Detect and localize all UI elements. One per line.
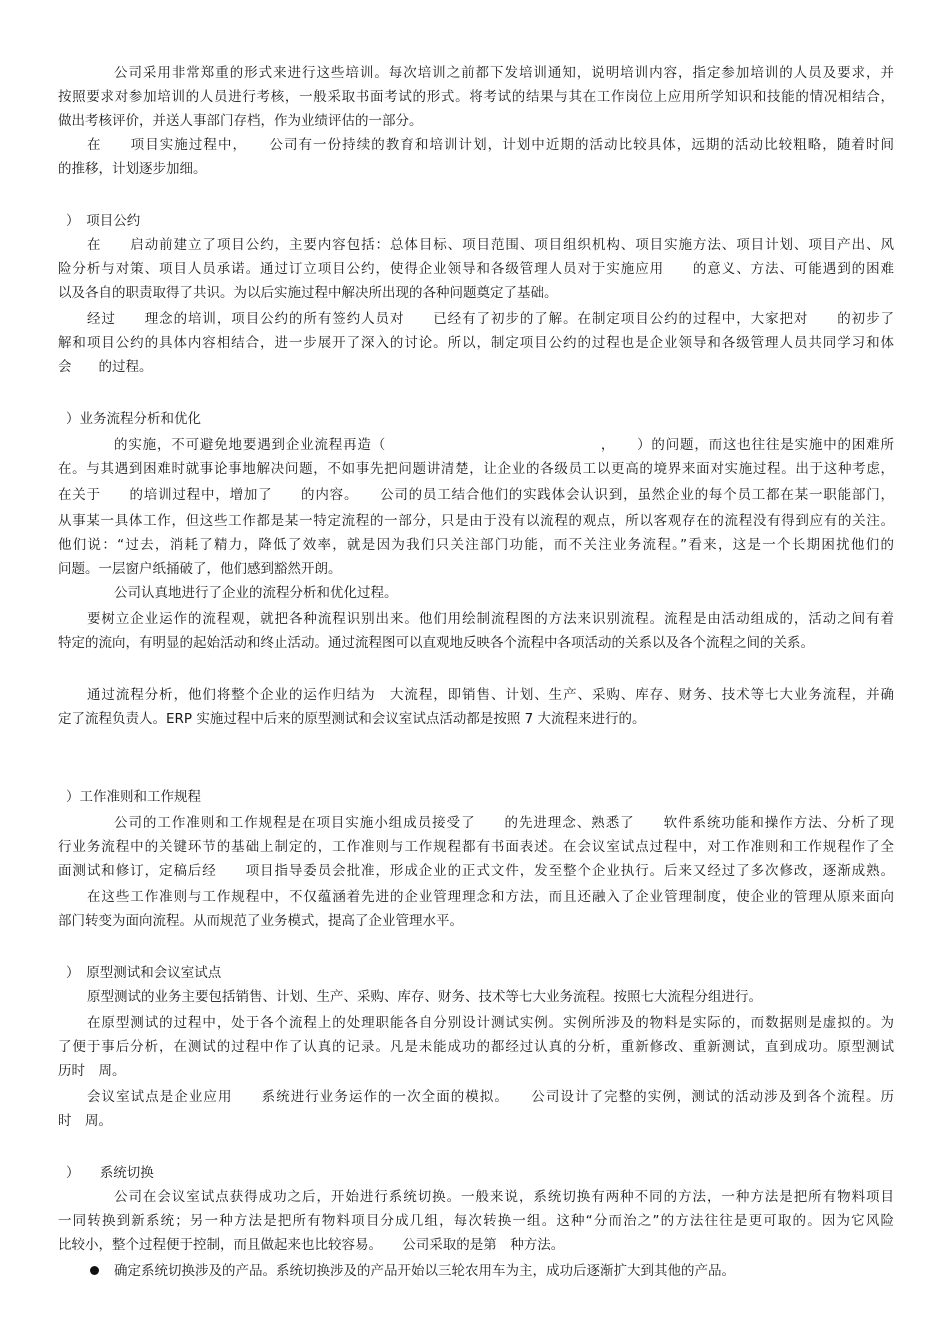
section-heading: ） 系统切换 bbox=[66, 1165, 154, 1181]
paragraph-line: 做出考核评价，并送人事部门存档，作为业绩评估的一部分。 bbox=[58, 113, 423, 129]
paragraph-line: 在 项目实施过程中， 公司有一份持续的教育和培训计划，计划中近期的活动比较具体，远期的活动比较粗略，随着时间 bbox=[87, 137, 894, 153]
paragraph-line: 定了流程负责人。ERP 实施过程中后来的原型测试和会议室试点活动都是按照 7 大流程来进行的。 bbox=[58, 711, 646, 727]
paragraph-line: 比较小，整个过程便于控制，而且做起来也比较容易。 公司采取的是第 种方法。 bbox=[58, 1237, 565, 1253]
bullet-icon bbox=[90, 1266, 99, 1275]
paragraph-line: 在 启动前建立了项目公约，主要内容包括：总体目标、项目范围、项目组织机构、项目实施方法、项目计划、项目产出、风 bbox=[87, 237, 894, 253]
paragraph-line: 公司采用非常郑重的形式来进行这些培训。每次培训之前都下发培训通知，说明培训内容，指定参加培训的人员及要求，并 bbox=[114, 65, 894, 81]
section-heading: ） 项目公约 bbox=[66, 213, 141, 229]
paragraph-line: 险分析与对策、项目人员承诺。通过订立项目公约，使得企业领导和各级管理人员对于实施应用 的意义、方法、可能遇到的困难 bbox=[58, 261, 894, 277]
paragraph-line: 在这些工作准则与工作规程中，不仅蕴涵着先进的企业管理理念和方法，而且还融入了企业管理制度，使企业的管理从原来面向 bbox=[87, 889, 894, 905]
section-heading: ） 原型测试和会议室试点 bbox=[66, 965, 222, 981]
paragraph-line: 历时 周。 bbox=[58, 1063, 126, 1079]
paragraph-line: 要树立企业运作的流程观，就把各种流程识别出来。他们用绘制流程图的方法来识别流程。流程是由活动组成的，活动之间有着 bbox=[87, 611, 894, 627]
paragraph-line: 公司在会议室试点获得成功之后，开始进行系统切换。一般来说，系统切换有两种不同的方法，一种方法是把所有物料项目 bbox=[114, 1189, 894, 1205]
paragraph-line: 问题。一层窗户纸捅破了，他们感到豁然开朗。 bbox=[58, 561, 342, 577]
paragraph-line: 会议室试点是企业应用 系统进行业务运作的一次全面的模拟。 公司设计了完整的实例，测试的活动涉及到各个流程。历 bbox=[87, 1089, 894, 1105]
paragraph-line: 特定的流向，有明显的起始活动和终止活动。通过流程图可以直观地反映各个流程中各项活动的关系以及各个流程之间的关系。 bbox=[58, 635, 814, 651]
paragraph-line: 解和项目公约的具体内容相结合，进一步展开了深入的讨论。所以，制定项目公约的过程也是企业领导和各级管理人员共同学习和体 bbox=[58, 335, 894, 351]
paragraph-line: 以及各自的职责取得了共识。为以后实施过程中解决所出现的各种问题奠定了基础。 bbox=[58, 285, 558, 301]
paragraph-line: 公司认真地进行了企业的流程分析和优化过程。 bbox=[114, 585, 398, 601]
paragraph-line: 在关于 的培训过程中，增加了 的内容。 公司的员工结合他们的实践体会认识到，虽然企业的每个员工都在某一职能部门， bbox=[58, 487, 894, 503]
paragraph-line: 公司的工作准则和工作规程是在项目实施小组成员接受了 的先进理念、熟悉了 软件系统功能和操作方法、分析了现 bbox=[114, 815, 894, 831]
paragraph-line: 经过 理念的培训，项目公约的所有签约人员对 已经有了初步的了解。在制定项目公约的过程中，大家把对 的初步了 bbox=[87, 311, 894, 327]
paragraph-line: 在原型测试的过程中，处于各个流程上的处理职能各自分别设计测试实例。实例所涉及的物料是实际的，而数据则是虚拟的。为 bbox=[87, 1015, 894, 1031]
paragraph-line: 行业务流程中的关键环节的基础上制定的，工作准则与工作规程都有书面表述。在会议室试点过程中，对工作准则和工作规程作了全 bbox=[58, 839, 894, 855]
paragraph-line: 按照要求对参加培训的人员进行考核，一般采取书面考试的形式。将考试的结果与其在工作岗位上应用所学知识和技能的情况相结合， bbox=[58, 89, 894, 105]
paragraph-line: 通过流程分析，他们将整个企业的运作归结为 大流程，即销售、计划、生产、采购、库存、财务、技术等七大业务流程，并确 bbox=[87, 687, 894, 703]
paragraph-line: 他们说：“过去，消耗了精力，降低了效率，就是因为我们只关注部门功能，而不关注业务流程。”看来，这是一个长期困扰他们的 bbox=[58, 537, 894, 553]
section-heading: ）工作准则和工作规程 bbox=[66, 789, 201, 805]
paragraph-line: 在。与其遇到困难时就事论事地解决问题，不如事先把问题讲清楚，让企业的各级员工以更高的境界来面对实施过程。出于这种考虑， bbox=[58, 461, 894, 477]
paragraph-line: 会 的过程。 bbox=[58, 359, 153, 375]
paragraph-line: 的实施，不可避免地要遇到企业流程再造（ ， ）的问题，而这也往往是实施中的困难所 bbox=[114, 437, 894, 453]
paragraph-line: 的推移，计划逐步加细。 bbox=[58, 161, 207, 177]
bullet-item: 确定系统切换涉及的产品。系统切换涉及的产品开始以三轮农用车为主，成功后逐渐扩大到其他的产品。 bbox=[114, 1263, 735, 1279]
section-heading: ）业务流程分析和优化 bbox=[66, 411, 201, 427]
paragraph-line: 一同转换到新系统；另一种方法是把所有物料项目分成几组，每次转换一组。这种“分而治之”的方法往往是更可取的。因为它风险 bbox=[58, 1213, 894, 1229]
paragraph-line: 从事某一具体工作，但这些工作都是某一特定流程的一部分，只是由于没有以流程的观点，所以客观存在的流程没有得到应有的关注。 bbox=[58, 513, 894, 529]
paragraph-line: 部门转变为面向流程。从而规范了业务模式，提高了企业管理水平。 bbox=[58, 913, 463, 929]
paragraph-line: 原型测试的业务主要包括销售、计划、生产、采购、库存、财务、技术等七大业务流程。按照七大流程分组进行。 bbox=[87, 989, 762, 1005]
paragraph-line: 了便于事后分析，在测试的过程中作了认真的记录。凡是未能成功的都经过认真的分析，重新修改、重新测试，直到成功。原型测试 bbox=[58, 1039, 894, 1055]
paragraph-line: 时 周。 bbox=[58, 1113, 112, 1129]
paragraph-line: 面测试和修订，定稿后经 项目指导委员会批准，形成企业的正式文件，发至整个企业执行。后来又经过了多次修改，逐渐成熟。 bbox=[58, 863, 894, 879]
